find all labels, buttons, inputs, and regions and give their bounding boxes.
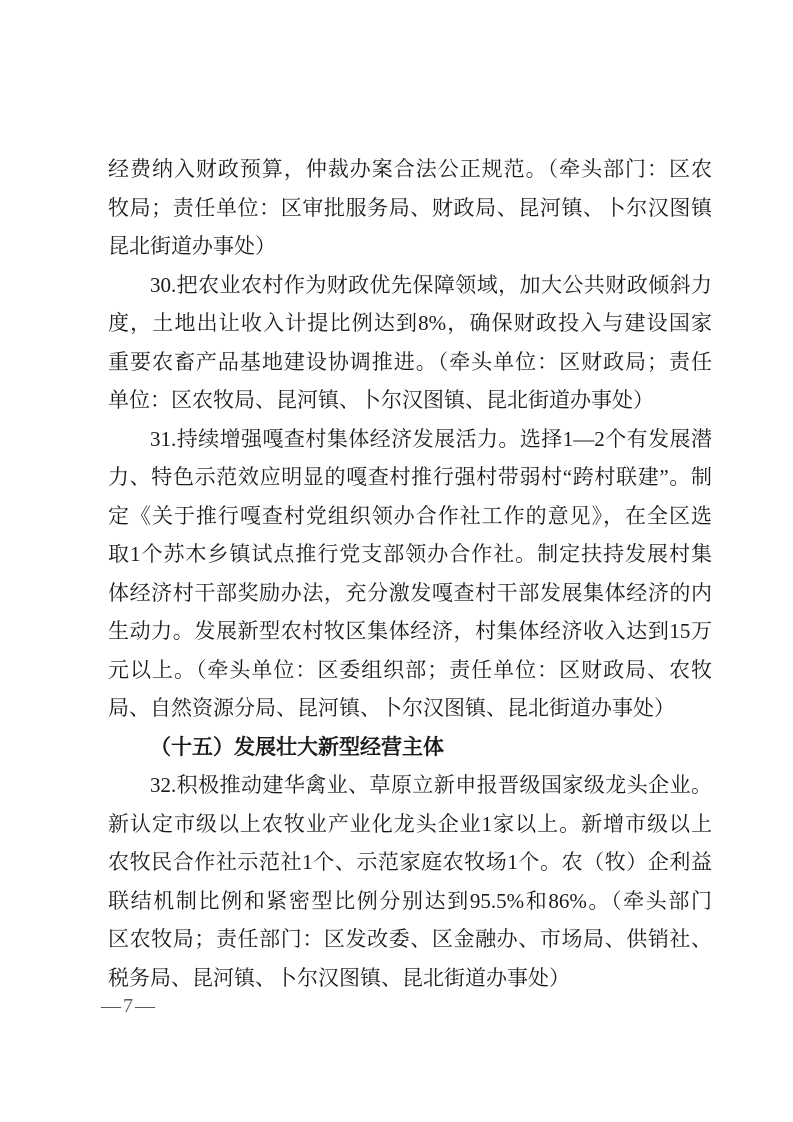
text-line: 昆北街道办事处）	[108, 234, 276, 258]
page-number: —7—	[101, 995, 157, 1017]
text-line: 重要农畜产品基地建设协调推进。（牵头单位：区财政局；责任	[108, 349, 712, 374]
text-line: 30.把农业农村作为财政优先保障领域，加大公共财政倾斜力	[150, 272, 712, 297]
text-line: 定《关于推行嘎查村党组织领办合作社工作的意见》，在全区选	[108, 503, 712, 528]
text-line: 联结机制比例和紧密型比例分别达到95.5%和86%。（牵头部门	[108, 888, 712, 913]
text-line: 体经济村干部奖励办法，充分激发嘎查村干部发展集体经济的内	[108, 580, 712, 605]
paragraph-29-continuation	[108, 150, 712, 266]
text-line: 农牧民合作社示范社1个、示范家庭农牧场1个。农（牧）企利益	[108, 850, 712, 874]
paragraph-32	[108, 766, 712, 997]
text-line: 元以上。（牵头单位：区委组织部；责任单位：区财政局、农牧	[108, 657, 712, 682]
text-line: 单位：区农牧局、昆河镇、卜尔汉图镇、昆北街道办事处）	[108, 388, 654, 412]
text-line: 生动力。发展新型农村牧区集体经济，村集体经济收入达到15万	[108, 619, 712, 643]
paragraph-31	[108, 420, 712, 728]
text-line: 局、自然资源分局、昆河镇、卜尔汉图镇、昆北街道办事处）	[108, 696, 675, 720]
text-line: 度，土地出让收入计提比例达到8%，确保财政投入与建设国家	[108, 311, 712, 335]
text-line: 32.积极推动建华禽业、草原立新申报晋级国家级龙头企业。	[150, 773, 712, 797]
section-heading-text: （十五）发展壮大新型经营主体	[150, 734, 444, 759]
text-line: 牧局；责任单位：区审批服务局、财政局、昆河镇、卜尔汉图镇	[108, 195, 712, 220]
text-line: 区农牧局；责任部门：区发改委、区金融办、市场局、供销社、	[108, 927, 712, 951]
document-text-block	[108, 150, 712, 997]
text-line: 新认定市级以上农牧业产业化龙头企业1家以上。新增市级以上	[108, 811, 712, 836]
text-line: 税务局、昆河镇、卜尔汉图镇、昆北街道办事处）	[108, 965, 570, 990]
text-line: 力、特色示范效应明显的嘎查村推行强村带弱村“跨村联建”。制	[108, 465, 712, 489]
text-line: 取1个苏木乡镇试点推行党支部领办合作社。制定扶持发展村集	[108, 542, 712, 566]
text-line: 经费纳入财政预算，仲裁办案合法公正规范。（牵头部门：区农	[108, 157, 712, 181]
paragraph-30	[108, 266, 712, 420]
section-heading-15	[108, 728, 712, 767]
text-line: 31.持续增强嘎查村集体经济发展活力。选择1—2个有发展潜	[150, 426, 712, 451]
